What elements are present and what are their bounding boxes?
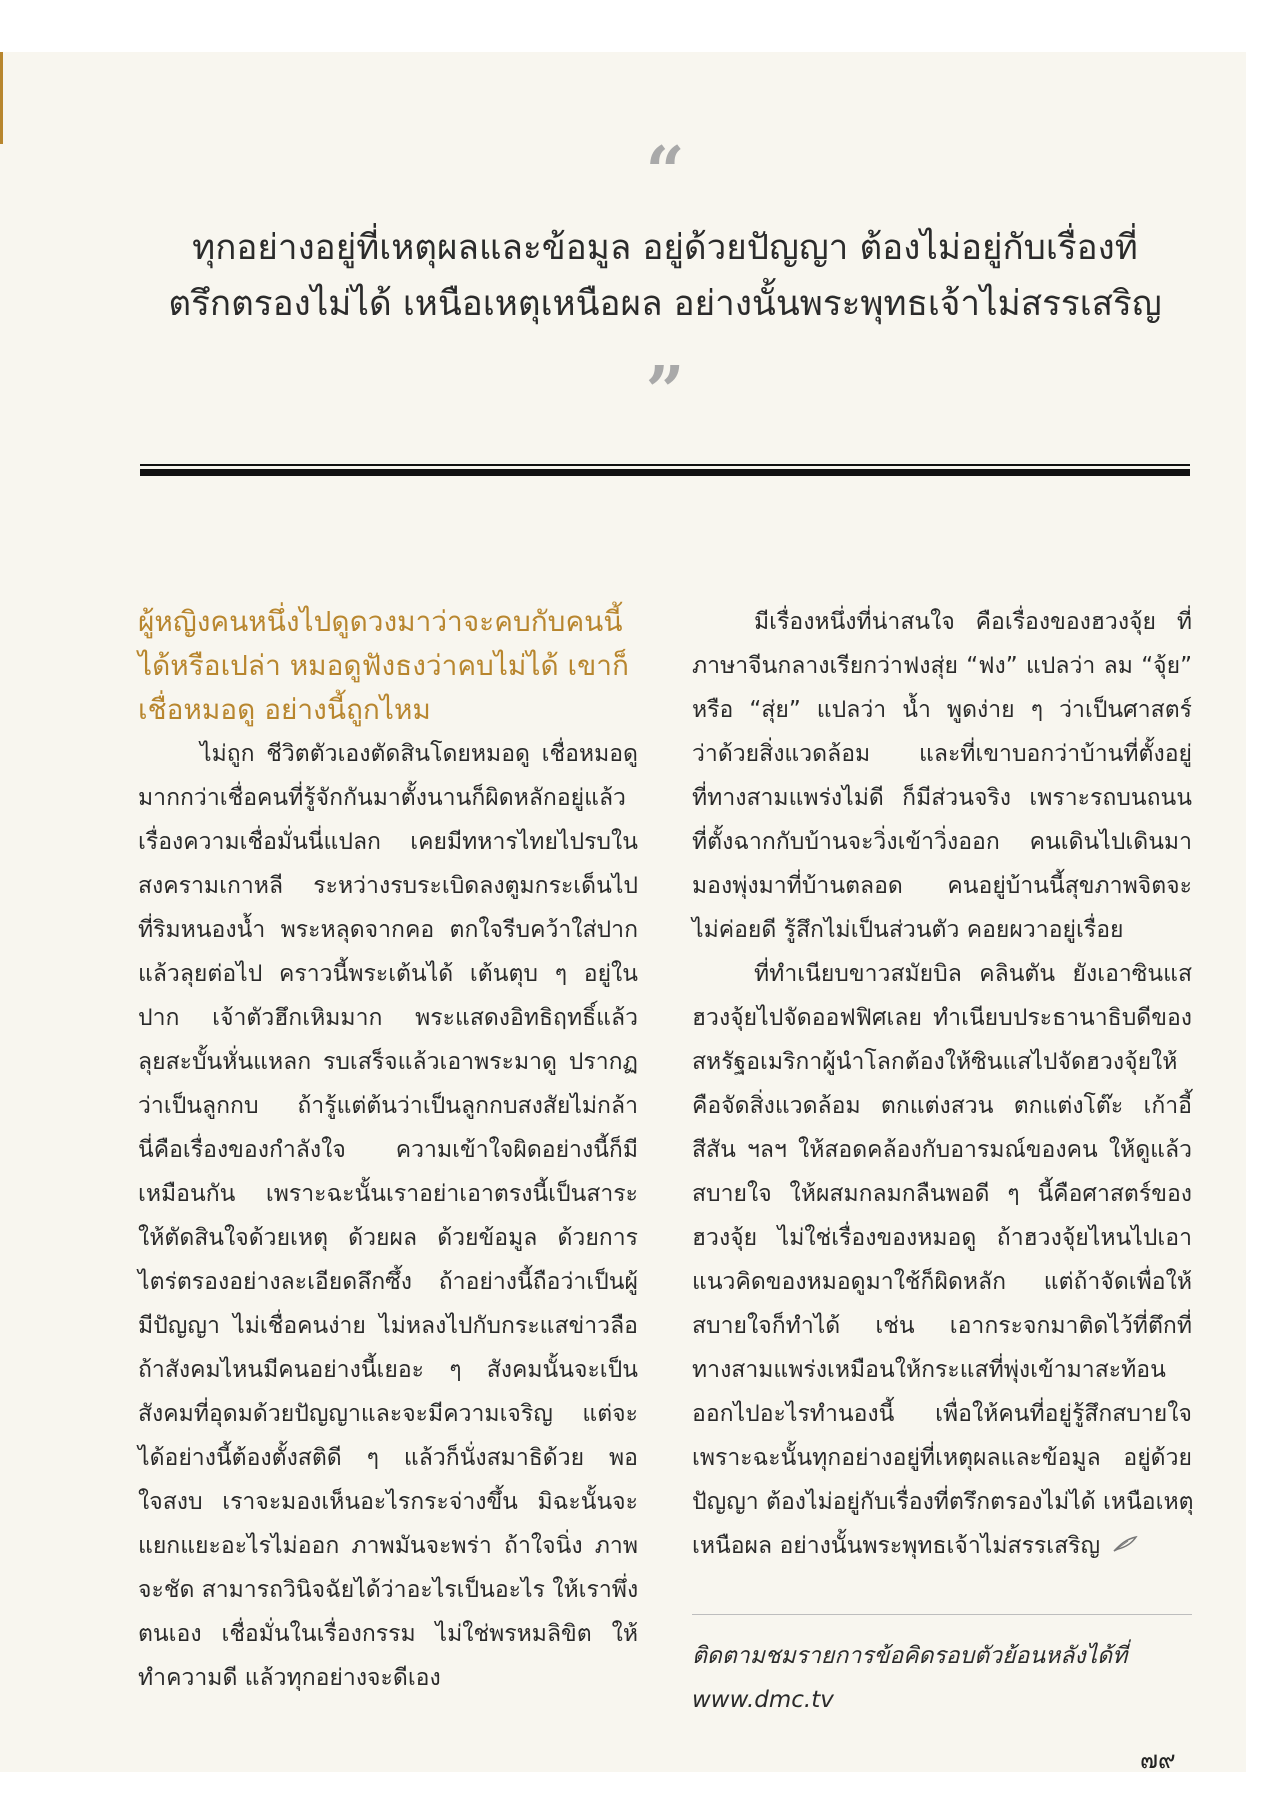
pull-quote: [140, 220, 1190, 332]
body-line: สหรัฐอเมริกาผู้นำโลกต้องให้ซินแสไปจัดฮวงจุ้ยให้: [692, 1049, 1178, 1075]
body-line-final: [692, 1524, 1192, 1569]
body-line: แล้วลุยต่อไป คราวนี้พระเต้นได้ เต้นตุบ ๆ อยู่ใน: [138, 961, 638, 987]
gold-edge-accent: [0, 52, 3, 144]
right-column: [692, 600, 1192, 1569]
body-line: ที่ตั้งฉากกับบ้านจะวิ่งเข้าวิ่งออก คนเดินไปเดินมา: [692, 829, 1192, 855]
body-line: ให้ตัดสินใจด้วยเหตุ ด้วยผล ด้วยข้อมูล ด้วยการ: [138, 1225, 638, 1251]
body-line: แนวคิดของหมอดูมาใช้ก็ผิดหลัก แต่ถ้าจัดเพื่อให้: [692, 1269, 1192, 1295]
pull-quote-line: ตรึกตรองไม่ได้ เหนือเหตุเหนือผล อย่างนั้นพระพุทธเจ้าไม่สรรเสริญ: [168, 284, 1162, 324]
footer-text: ติดตามชมรายการข้อคิดรอบตัวย้อนหลังได้ที่: [692, 1643, 1128, 1669]
left-column: [138, 600, 638, 1700]
body-line: มากกว่าเชื่อคนที่รู้จักกันมาตั้งนานก็ผิดหลักอยู่แล้ว: [138, 785, 626, 811]
body-line: สังคมที่อุดมด้วยปัญญาและจะมีความเจริญ แต่จะ: [138, 1401, 638, 1427]
body-line: ที่ทำเนียบขาวสมัยบิล คลินตัน ยังเอาซินแส: [754, 961, 1192, 987]
body-line: ไม่ถูก ชีวิตตัวเองตัดสินโดยหมอดู เชื่อหมอดู: [200, 741, 638, 767]
footer-note: [692, 1634, 1212, 1722]
body-line: มีปัญญา ไม่เชื่อคนง่าย ไม่หลงไปกับกระแสข่าวลือ: [138, 1313, 638, 1339]
body-line: ไม่ค่อยดี รู้สึกไม่เป็นส่วนตัว คอยผวาอยู่เรื่อย: [692, 917, 1124, 943]
body-line: ตนเอง เชื่อมั่นในเรื่องกรรม ไม่ใช่พรหมลิขิต ให้: [138, 1621, 638, 1647]
body-line: ภาษาจีนกลางเรียกว่าฟงสุ่ย “ฟง” แปลว่า ลม “จุ้ย”: [692, 653, 1192, 679]
body-line: ปาก เจ้าตัวฮึกเหิมมาก พระแสดงอิทธิฤทธิ์แล้ว: [138, 1005, 638, 1031]
body-line: เหมือนกัน เพราะฉะนั้นเราอย่าเอาตรงนี้เป็นสาระ: [138, 1181, 638, 1207]
body-line: ฮวงจุ้ยไปจัดออฟฟิศเลย ทำเนียบประธานาธิบดีของ: [692, 1005, 1192, 1031]
body-line: ออกไปอะไรทำนองนี้ เพื่อให้คนที่อยู่รู้สึกสบายใจ: [692, 1401, 1192, 1427]
body-line: ว่าด้วยสิ่งแวดล้อม และที่เขาบอกว่าบ้านที่ตั้งอยู่: [692, 741, 1192, 767]
body-line: สงครามเกาหลี ระหว่างรบระเบิดลงตูมกระเด็นไป: [138, 873, 638, 899]
footer-url[interactable]: www.dmc.tv: [692, 1687, 834, 1713]
heading-line: ผู้หญิงคนหนึ่งไปดูดวงมาว่าจะคบกับคนนี้: [138, 605, 623, 638]
body-line: คือจัดสิ่งแวดล้อม ตกแต่งสวน ตกแต่งโต๊ะ เก้าอี้: [692, 1093, 1192, 1119]
body-line: ใจสงบ เราจะมองเห็นอะไรกระจ่างขึ้น มิฉะนั้นจะ: [138, 1489, 638, 1515]
body-line: หรือ “สุ่ย” แปลว่า น้ำ พูดง่าย ๆ ว่าเป็นศาสตร์: [692, 697, 1192, 723]
body-line: ที่ริมหนองน้ำ พระหลุดจากคอ ตกใจรีบคว้าใส่ปาก: [138, 917, 638, 943]
body-line: จะชัด สามารถวินิจฉัยได้ว่าอะไรเป็นอะไร ให้เราพึ่ง: [138, 1577, 639, 1603]
body-line: ถ้าสังคมไหนมีคนอย่างนี้เยอะ ๆ สังคมนั้นจะเป็น: [138, 1357, 638, 1383]
open-quote-mark: “: [645, 132, 685, 212]
body-line: ลุยสะบั้นหั่นแหลก รบเสร็จแล้วเอาพระมาดู ปรากฏ: [138, 1049, 638, 1075]
feather-icon: [1112, 1525, 1138, 1569]
body-line: นี่คือเรื่องของกำลังใจ ความเข้าใจผิดอย่างนี้ก็มี: [138, 1137, 638, 1163]
body-line: มองพุ่งมาที่บ้านตลอด คนอยู่บ้านนี้สุขภาพจิตจะ: [692, 873, 1192, 899]
question-heading: [138, 600, 638, 732]
body-line: เพราะฉะนั้นทุกอย่างอยู่ที่เหตุผลและข้อมูล อยู่ด้วย: [692, 1445, 1192, 1471]
body-line: มีเรื่องหนึ่งที่น่าสนใจ คือเรื่องของฮวงจุ้ย ที่: [754, 609, 1192, 635]
body-line: ว่าเป็นลูกกบ ถ้ารู้แต่ต้นว่าเป็นลูกกบสงสัยไม่กล้า: [138, 1093, 638, 1119]
body-line-text: เหนือผล อย่างนั้นพระพุทธเจ้าไม่สรรเสริญ: [692, 1533, 1101, 1559]
heading-line: เชื่อหมอดู อย่างนี้ถูกไหม: [138, 693, 431, 726]
body-line: เรื่องความเชื่อมั่นนี่แปลก เคยมีทหารไทยไปรบใน: [138, 829, 638, 855]
body-line: ปัญญา ต้องไม่อยู่กับเรื่องที่ตรึกตรองไม่ได้ เหนือเหตุ: [692, 1489, 1194, 1515]
body-line: สีสัน ฯลฯ ให้สอดคล้องกับอารมณ์ของคน ให้ดูแล้ว: [692, 1137, 1192, 1163]
footer-divider: [692, 1614, 1192, 1615]
body-line: ได้อย่างนี้ต้องตั้งสติดี ๆ แล้วก็นั่งสมาธิด้วย พอ: [138, 1445, 638, 1471]
divider-thick: [140, 469, 1190, 476]
pull-quote-line: ทุกอย่างอยู่ที่เหตุผลและข้อมูล อยู่ด้วยปัญญา ต้องไม่อยู่กับเรื่องที่: [192, 228, 1138, 268]
divider-thin: [140, 464, 1190, 466]
body-line: ฮวงจุ้ย ไม่ใช่เรื่องของหมอดู ถ้าฮวงจุ้ยไหนไปเอา: [692, 1225, 1192, 1251]
page-number: ๗๙: [1140, 1746, 1176, 1774]
heading-line: ได้หรือเปล่า หมอดูฟังธงว่าคบไม่ได้ เขาก็: [138, 649, 629, 682]
body-line: แยกแยะอะไรไม่ออก ภาพมันจะพร่า ถ้าใจนิ่ง ภาพ: [138, 1533, 638, 1559]
answer-body: [138, 732, 638, 1700]
fengshui-body: [692, 600, 1192, 1569]
close-quote-mark: ”: [645, 352, 685, 432]
body-line: สบายใจ ให้ผสมกลมกลืนพอดี ๆ นี้คือศาสตร์ของ: [692, 1181, 1192, 1207]
body-line: ทำความดี แล้วทุกอย่างจะดีเอง: [138, 1665, 441, 1691]
body-line: ไตร่ตรองอย่างละเอียดลึกซึ้ง ถ้าอย่างนี้ถือว่าเป็นผู้: [138, 1269, 638, 1295]
body-line: ที่ทางสามแพร่งไม่ดี ก็มีส่วนจริง เพราะรถบนถนน: [692, 785, 1192, 811]
body-line: ทางสามแพร่งเหมือนให้กระแสที่พุ่งเข้ามาสะท้อน: [692, 1357, 1166, 1383]
body-line: สบายใจก็ทำได้ เช่น เอากระจกมาติดไว้ที่ตึกที่: [692, 1313, 1192, 1339]
